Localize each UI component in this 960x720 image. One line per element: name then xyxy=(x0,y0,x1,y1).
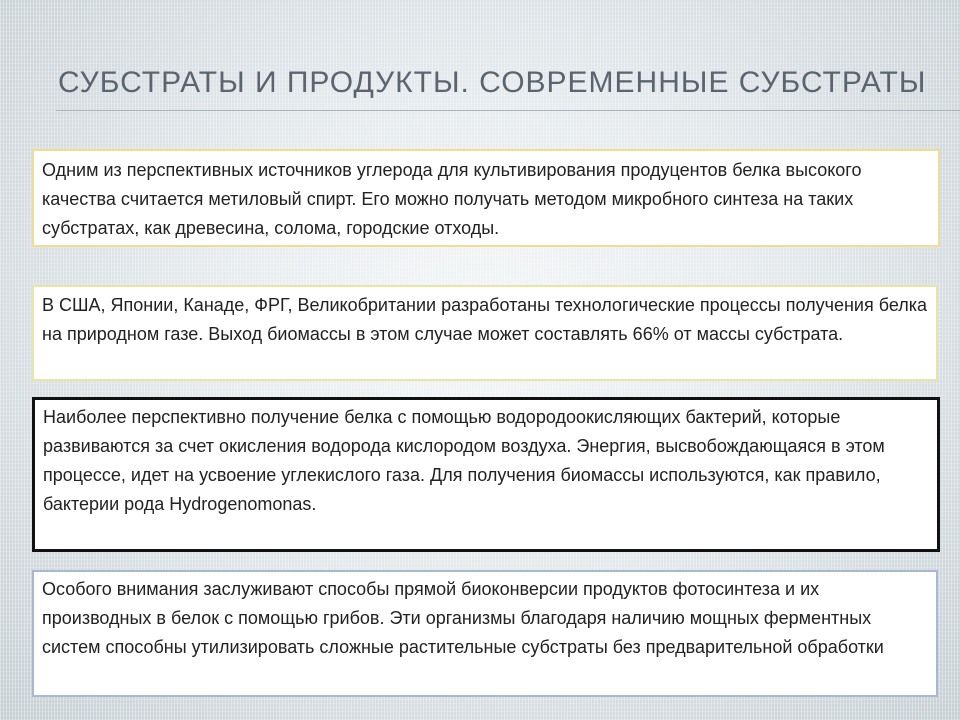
text-box-methanol xyxy=(32,149,940,247)
text-box-natural-gas-text: В США, Японии, Канаде, ФРГ, Великобритании разработаны технологические процессы получения белка на природном газе. Выход биомассы в этом случае может составлять 66% от массы субстрата. xyxy=(42,295,928,344)
text-box-hydrogen-bacteria xyxy=(32,397,940,552)
slide-title: СУБСТРАТЫ И ПРОДУКТЫ. СОВРЕМЕННЫЕ СУБСТРАТЫ xyxy=(58,66,927,99)
title-divider xyxy=(56,110,960,111)
text-box-hydrogen-bacteria-text: Наиболее перспективно получение белка с помощью водородоокисляющих бактерий, которые развиваются за счет окисления водорода кислородом воздуха. Энергия, высвобождающаяся в этом процессе, идет на усвоение углекислого газа. Для получения биомассы используются, как правило, бактерии рода Hydrogenomonas. xyxy=(43,407,885,514)
text-box-methanol-text: Одним из перспективных источников углерода для культивирования продуцентов белка высокого качества считается метиловый спирт. Его можно получать методом микробного синтеза на таких субстратах, как древесина, солома, городские отходы. xyxy=(42,160,862,238)
text-box-fungi-bioconversion xyxy=(32,570,938,697)
text-box-natural-gas xyxy=(32,285,938,381)
text-box-fungi-bioconversion-text: Особого внимания заслуживают способы прямой биоконверсии продуктов фотосинтеза и их производных в белок с помощью грибов. Эти организмы благодаря наличию мощных ферментных систем способны утилизировать сложные растительные субстраты без предварительной обработки xyxy=(42,579,884,657)
